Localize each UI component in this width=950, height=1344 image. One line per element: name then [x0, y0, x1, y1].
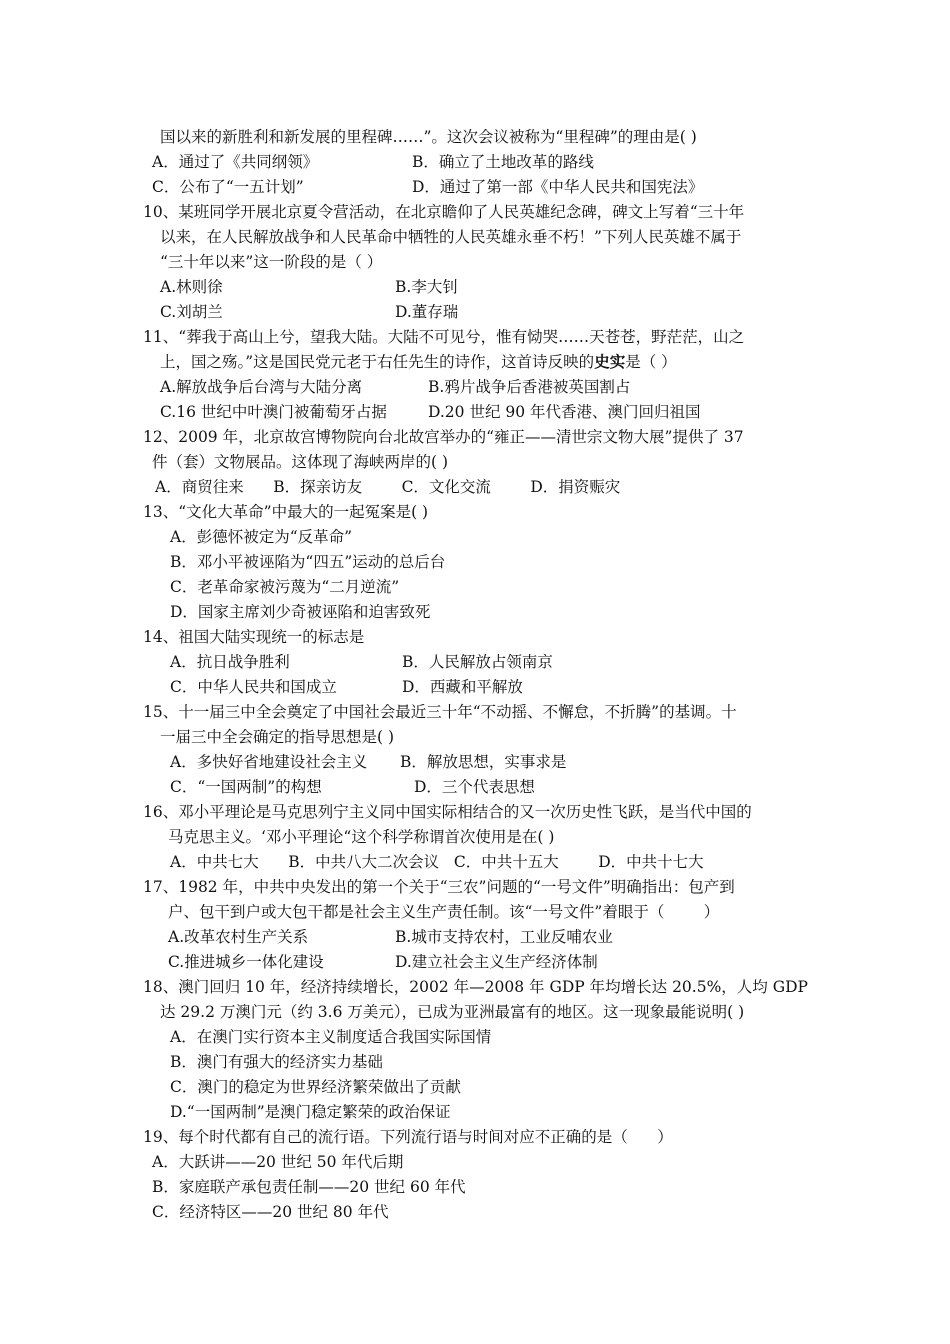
question-11-line2-pre: 上，国之殇。”这是国民党元老于右任先生的诗作，这首诗反映的 [160, 353, 595, 371]
question-19-text: 19、每个时代都有自己的流行语。下列流行语与时间对应不正确的是（ ） [143, 1128, 673, 1146]
question-16-options: A．中共七大 B．中共八大二次会议 C．中共十五大 D．中共十七大 [170, 853, 704, 871]
question-15-option-d: D．三个代表思想 [414, 778, 535, 796]
question-13-option-b: B．邓小平被诬陷为“四五”运动的总后台 [170, 553, 446, 571]
question-14-option-b: B．人民解放占领南京 [402, 653, 553, 671]
question-19-option-c: C．经济特区——20 世纪 80 年代 [152, 1203, 389, 1221]
question-19-option-a: A．大跃讲——20 世纪 50 年代后期 [152, 1153, 404, 1171]
question-15-option-a: A．多快好省地建设社会主义 [170, 753, 368, 771]
question-11-line2-post: 是（ ） [625, 353, 677, 371]
question-15-option-c: C．“一国两制”的构想 [170, 778, 322, 796]
question-11-option-a: A.解放战争后台湾与大陆分离 [160, 378, 363, 396]
question-19-option-b: B．家庭联产承包责任制——20 世纪 60 年代 [152, 1178, 466, 1196]
question-14-option-d: D．西藏和平解放 [402, 678, 523, 696]
question-11-option-c: C.16 世纪中叶澳门被葡萄牙占据 [160, 403, 387, 421]
question-15-text: 15、十一届三中全会奠定了中国社会最近三十年“不动摇、不懈怠，不折腾”的基调。十 [143, 703, 737, 721]
question-10-text-line2: 以来，在人民解放战争和人民革命中牺牲的人民英雄永垂不朽！”下列人民英雄不属于 [160, 228, 742, 246]
question-9-option-a: A．通过了《共同纲领》 [152, 153, 319, 171]
question-13-text: 13、“文化大革命”中最大的一起冤案是( ) [143, 503, 429, 521]
question-17-text: 17、1982 年，中共中央发出的第一个关于“三农”问题的“一号文件”明确指出：包产到 [143, 878, 735, 896]
question-11-option-b: B.鸦片战争后香港被英国割占 [428, 378, 631, 396]
question-10-option-a: A.林则徐 [160, 278, 223, 296]
question-9-option-c: C．公布了“一五计划” [152, 178, 304, 196]
question-9-option-b: B．确立了土地改革的路线 [412, 153, 594, 171]
question-18-option-a: A．在澳门实行资本主义制度适合我国实际国情 [170, 1028, 492, 1046]
question-11-option-d: D.20 世纪 90 年代香港、澳门回归祖国 [428, 403, 701, 421]
question-12-text-line2: 件（套）文物展品。这体现了海峡两岸的( ) [152, 453, 449, 471]
question-11-emphasis: 史实 [594, 352, 626, 371]
question-17-text-line2: 户、包干到户或大包干都是社会主义生产责任制。该“一号文件”着眼于（ ） [168, 903, 720, 921]
question-14-text: 14、祖国大陆实现统一的标志是 [143, 628, 365, 646]
question-17-option-a: A.改革农村生产关系 [168, 928, 309, 946]
question-10-option-b: B.李大钊 [395, 278, 458, 296]
question-10-option-c: C.刘胡兰 [160, 303, 223, 321]
question-14-option-a: A．抗日战争胜利 [170, 653, 290, 671]
question-9-option-d: D．通过了第一部《中华人民共和国宪法》 [412, 178, 704, 196]
question-13-option-c: C．老革命家被污蔑为“二月逆流” [170, 578, 400, 596]
question-10-text: 10、某班同学开展北京夏令营活动，在北京瞻仰了人民英雄纪念碑，碑文上写着“三十年 [143, 203, 745, 221]
question-16-text: 16、邓小平理论是马克思列宁主义同中国实际相结合的又一次历史性飞跃，是当代中国的 [143, 803, 752, 821]
question-10-option-d: D.董存瑞 [395, 303, 459, 321]
question-16-text-line2: 马克思主义。‘邓小平理论“这个科学称谓首次使用是在( ) [168, 828, 555, 846]
question-18-option-b: B．澳门有强大的经济实力基础 [170, 1053, 383, 1071]
question-14-option-c: C．中华人民共和国成立 [170, 678, 337, 696]
question-17-option-d: D.建立社会主义生产经济体制 [395, 953, 598, 971]
question-15-text-line2: 一届三中全会确定的指导思想是( ) [160, 728, 395, 746]
question-11-text-line2 [160, 352, 677, 372]
question-12-options: A．商贸往来 B．探亲访友 C．文化交流 D．捐资赈灾 [155, 478, 621, 496]
question-17-option-c: C.推进城乡一体化建设 [168, 953, 324, 971]
question-10-text-line3: “三十年以来”这一阶段的是（ ） [160, 253, 383, 271]
question-18-option-d: D.“一国两制”是澳门稳定繁荣的政治保证 [170, 1103, 451, 1121]
question-12-text: 12、2009 年，北京故宫博物院向台北故宫举办的“雍正——清世宗文物大展”提供了 37 [143, 428, 744, 446]
question-15-option-b: B．解放思想，实事求是 [400, 753, 567, 771]
question-18-option-c: C．澳门的稳定为世界经济繁荣做出了贡献 [170, 1078, 461, 1096]
question-13-option-d: D．国家主席刘少奇被诬陷和迫害致死 [170, 603, 431, 621]
question-18-text-line2: 达 29.2 万澳门元（约 3.6 万美元），已成为亚洲最富有的地区。这一现象最能说明( ) [160, 1003, 745, 1021]
question-13-option-a: A．彭德怀被定为“反革命” [170, 528, 353, 546]
question-17-option-b: B.城市支持农村，工业反哺农业 [395, 928, 613, 946]
question-9-text: 国以来的新胜利和新发展的里程碑……”。这次会议被称为“里程碑”的理由是( ) [160, 128, 697, 146]
question-18-text: 18、澳门回归 10 年，经济持续增长，2002 年—2008 年 GDP 年均增长达 20.5%，人均 GDP [143, 978, 808, 996]
question-11-text: 11、“葬我于高山上兮，望我大陆。大陆不可见兮，惟有恸哭……天苍苍，野茫茫，山之 [143, 328, 745, 346]
